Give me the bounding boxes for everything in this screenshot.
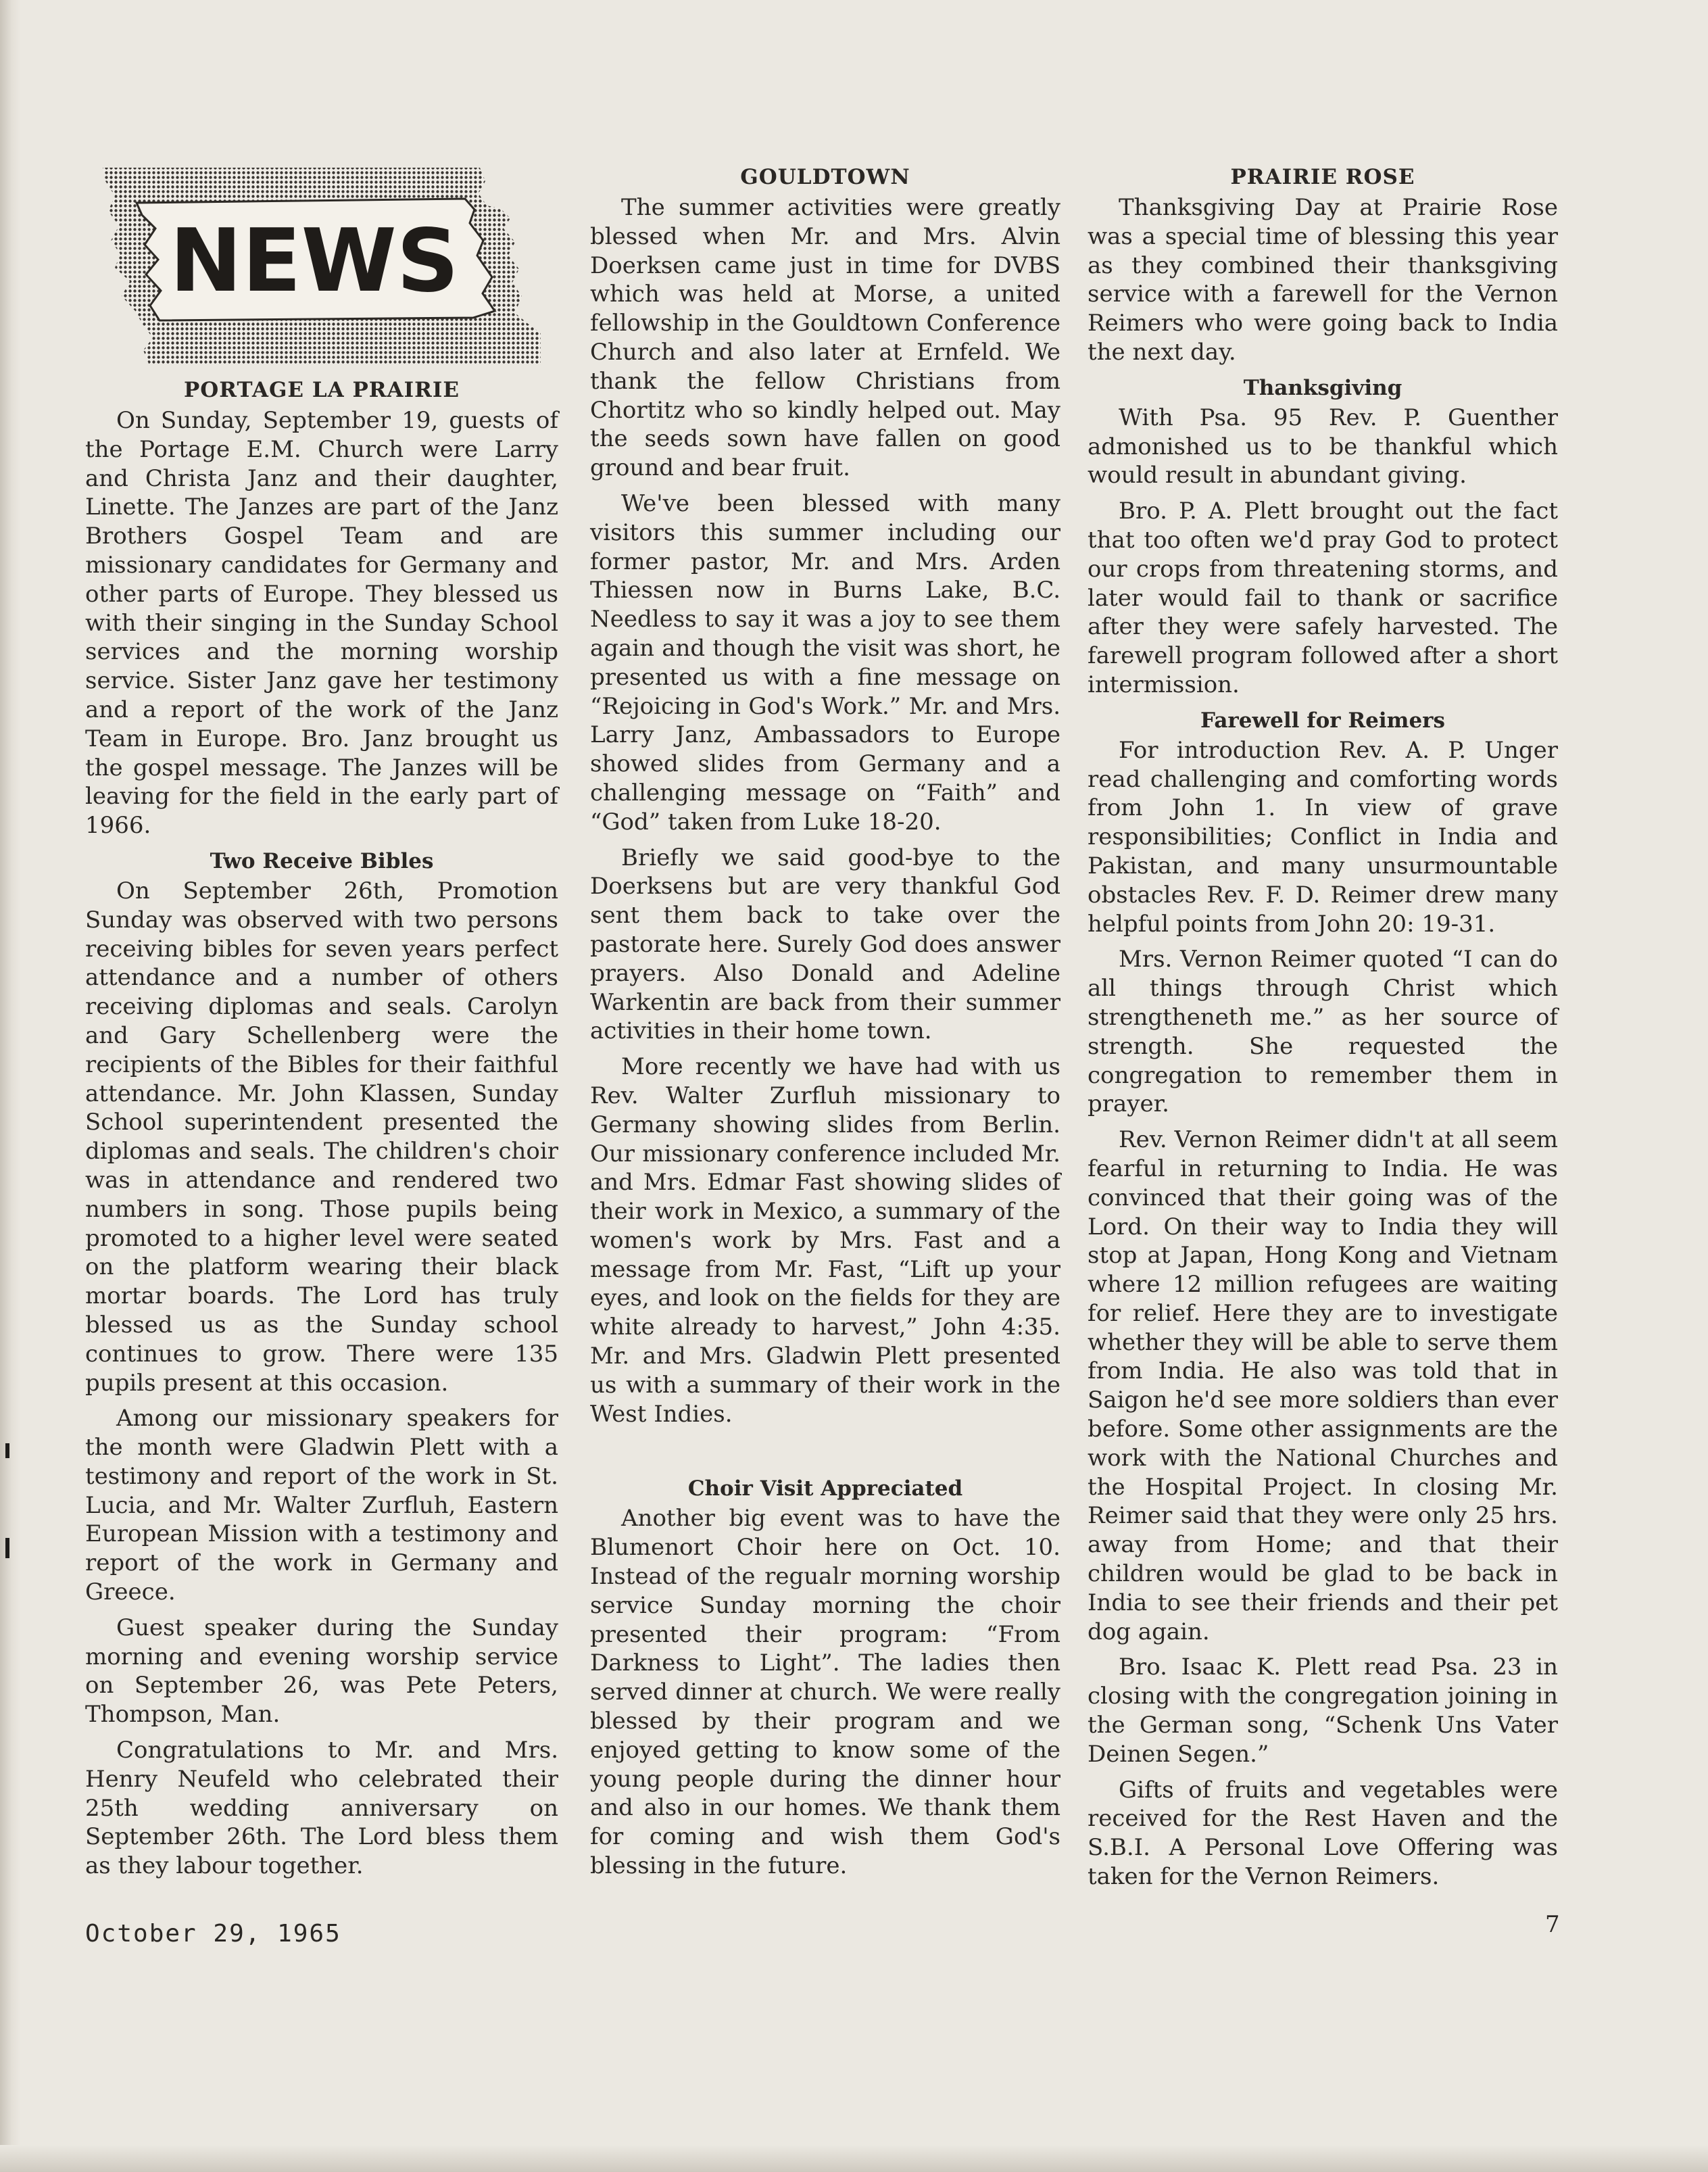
page-number: 7: [1545, 1911, 1560, 1938]
paragraph: The summer activities were greatly blessed when Mr. and Mrs. Alvin Doerksen came just in time for DVBS which was held at Morse, a united fellowship in the Gouldtown Conference Church and also later at Ernfeld. We thank the fellow Christians from Chortitz who so kindly helped out. May the seeds sown have fallen on good ground and bear fruit.: [590, 194, 1060, 482]
column-gouldtown: [590, 162, 1060, 1887]
subheading-choir-visit: Choir Visit Appreciated: [687, 1476, 963, 1501]
section-heading-prairie-rose: PRAIRIE ROSE: [1230, 165, 1415, 189]
page-bottom-edge: [0, 2145, 1708, 2172]
paragraph: For introduction Rev. A. P. Unger read challenging and comforting words from John 1. In view of grave responsibilities; Conflict in India and Pakistan, and many unsurmountable obstacles Rev. F. D. Reimer drew many helpful points from John 20: 19-31.: [1088, 736, 1558, 938]
column-prairie-rose: [1088, 162, 1558, 1898]
section-heading-gouldtown: GOULDTOWN: [740, 165, 910, 189]
paragraph: We've been blessed with many visitors this summer including our former pastor, Mr. and Mrs. Arden Thiessen now in Burns Lake, B.C. Needless to say it was a joy to see them again and though the visit was short, he presented us with a fine message on “Rejoicing in God's Work.” Mr. and Mrs. Larry Janz, Ambassadors to Europe showed slides from Germany and a challenging message on “Faith” and “God” taken from Luke 18-20.: [590, 489, 1060, 836]
paragraph: Gifts of fruits and vegetables were received for the Rest Haven and the S.B.I. A Personal Love Offering was taken for the Vernon Reimers.: [1088, 1776, 1558, 1891]
subheading-two-receive-bibles: Two Receive Bibles: [210, 848, 434, 873]
paragraph: Mrs. Vernon Reimer quoted “I can do all things through Christ which strengtheneth me.” as her source of strength. She requested the congregation to remember them in prayer.: [1088, 946, 1558, 1118]
subheading-farewell: Farewell for Reimers: [1200, 708, 1445, 733]
paragraph: On September 26th, Promotion Sunday was observed with two persons receiving bibles for seven years perfect attendance and a number of others receiving diplomas and seals. Carolyn and Gary Schellenberg were the recipients of the Bibles for their faithful attendance. Mr. John Klassen, Sunday School superintendent presented the diplomas and seals. The children's choir was in attendance and rendered two numbers in song. Those pupils being promoted to a higher level were seated on the platform wearing their black mortar boards. The Lord has truly blessed us as the Sunday school continues to grow. There were 135 pupils present at this occasion.: [85, 877, 558, 1397]
paragraph: Congratulations to Mr. and Mrs. Henry Neufeld who celebrated their 25th wedding anniversary on September 26th. The Lord bless them as they labour together.: [85, 1737, 558, 1880]
paragraph: Rev. Vernon Reimer didn't at all seem fearful in returning to India. He was convinced that their going was of the Lord. On their way to India they will stop at Japan, Hong Kong and Vietnam where 12 million refugees are waiting for relief. Here they are to investigate whether they will be able to serve them from India. He also was told that in Saigon he'd see more soldiers than ever before. Some other assignments are the work with the National Churches and the Hospital Project. In closing Mr. Reimer said that they were only 25 hrs. away from Home; and that their children would be glad to be back in India to see their friends and their pet dog again.: [1088, 1126, 1558, 1645]
paragraph: Bro. Isaac K. Plett read Psa. 23 in closing with the congregation joining in the German song, “Schenk Uns Vater Deinen Segen.”: [1088, 1654, 1558, 1768]
paragraph: Thanksgiving Day at Prairie Rose was a special time of blessing this year as they combined their thanksgiving service with a farewell for the Vernon Reimers who were going back to India the next day.: [1088, 194, 1558, 366]
news-banner-title: NEWS: [170, 211, 459, 312]
news-banner: [95, 161, 554, 364]
subheading-thanksgiving: Thanksgiving: [1243, 375, 1402, 400]
paragraph: On Sunday, September 19, guests of the Portage E.M. Church were Larry and Christa Janz and their daughter, Linette. The Janzes are part of the Janz Brothers Gospel Team and are missionary candidates for Germany and other parts of Europe. They blessed us with their singing in the Sunday School services and the morning worship service. Sister Janz gave her testimony and a report of the work of the Janz Team in Europe. Bro. Janz brought us the gospel message. The Janzes will be leaving for the field in the early part of 1966.: [85, 407, 558, 840]
paragraph: Briefly we said good-bye to the Doerksens but are very thankful God sent them back to take over the pastorate here. Surely God does answer prayers. Also Donald and Adeline Warkentin are back from their summer activities in their home town.: [590, 844, 1060, 1045]
paragraph: With Psa. 95 Rev. P. Guenther admonished us to be thankful which would result in abundant giving.: [1088, 404, 1558, 489]
column-portage: [85, 375, 558, 1887]
paragraph: More recently we have had with us Rev. Walter Zurfluh missionary to Germany showing slides from Berlin. Our missionary conference included Mr. and Mrs. Edmar Fast showing slides of their work in Mexico, a summary of the women's work by Mrs. Fast and a message from Mr. Fast, “Lift up your eyes, and look on the fields for they are white already to harvest,” John 4:35. Mr. and Mrs. Gladwin Plett presented us with a summary of their work in the West Indies.: [590, 1053, 1060, 1428]
column-gap: [590, 1435, 1060, 1474]
paragraph: Bro. P. A. Plett brought out the fact that too often we'd pray God to protect our crops from threatening storms, and later would fail to thank or sacrifice after they were safely harvested. The farewell program followed after a short intermission.: [1088, 498, 1558, 698]
issue-date: October 29, 1965: [85, 1920, 341, 1948]
section-heading-portage: PORTAGE LA PRAIRIE: [183, 378, 460, 402]
paragraph: Another big event was to have the Blumenort Choir here on Oct. 10. Instead of the regualr morning worship service Sunday morning the choir presented their program: “From Darkness to Light”. The ladies then served dinner at church. We were really blessed by their program and we enjoyed getting to know some of the young people during the dinner hour and also in our homes. We thank them for coming and wish them God's blessing in the future.: [590, 1505, 1060, 1880]
news-banner-graphic: [95, 161, 554, 364]
paragraph: Among our missionary speakers for the month were Gladwin Plett with a testimony and report of the work in St. Lucia, and Mr. Walter Zurfluh, Eastern European Mission with a testimony and report of the work in Germany and Greece.: [85, 1405, 558, 1606]
paragraph: Guest speaker during the Sunday morning and evening worship service on September 26, was Pete Peters, Thompson, Man.: [85, 1614, 558, 1729]
margin-mark: [5, 1538, 9, 1558]
page-binding-edge: [0, 0, 20, 2172]
margin-mark: [5, 1443, 9, 1458]
